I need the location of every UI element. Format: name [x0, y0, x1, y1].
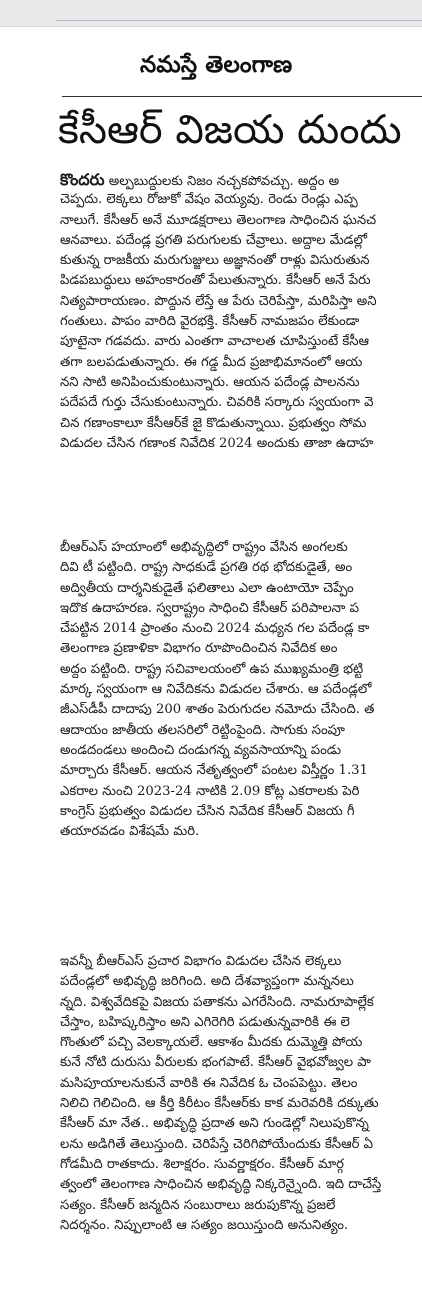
paragraph-line: నిత్యపారాయణం. పొద్దున లేస్తే ఆ పేరు చెరిపేస్తా, మరిపిస్తా అని [60, 293, 377, 309]
paragraph-line: తయారవడం విశేషమే మరి. [60, 824, 200, 840]
paragraph-line: చిన గణాంకాలూ కేసీఆర్‌కే జై కొడుతున్నాయి. ప్రభుత్వం సోమ [60, 415, 367, 431]
paragraph-line: నిలిచి గెలిచింది. ఆ కీర్తి కిరీటం కేసీఆర్‌కు కాక మరెవరికి దక్కుతు [60, 1096, 379, 1112]
paragraph-line: అద్వితీయ దార్శనికుడైతే ఫలితాలు ఎలా ఉంటాయో చెప్పేం [60, 580, 354, 596]
paragraph-line: కుతున్న రాజకీయ మరుగుజ్జులు అజ్ఞానంతో రాళ్లు విసురుతున [60, 253, 370, 269]
paragraph-line: కాంగ్రెస్ ప్రభుత్వం విడుదల చేసిన నివేదిక కేసీఆర్ విజయ గీ [60, 803, 355, 819]
paragraph-line: మార్చారు కేసీఆర్. ఆయన నేతృత్వంలో పంటల విస్తీర్ణం 1.31 [60, 763, 368, 779]
article-paragraph-2 [60, 538, 422, 842]
lead-word: కొందరు [60, 170, 105, 189]
paragraph-line: బీఆర్ఎస్ హయాంలో అభివృద్ధిలో రాష్ట్రం వేసిన అంగలకు [60, 540, 348, 555]
paragraph-line: కునే నోటి దురుసు వీరులకు భంగపాటే. కేసీఆర్ వైభవోజ్వల పా [60, 1055, 371, 1071]
paragraph-line: గంతులు. పాపం వారిది వైరభక్తి. కేసీఆర్ నామజపం లేకుండా [60, 314, 360, 330]
paragraph-line [60, 170, 422, 190]
paragraph-line: మార్క స్వయంగా ఆ నివేదికను విడుదల చేశారు. ఆ పదేండ్లలో [60, 682, 372, 698]
paragraph-line: త్వంలో తెలంగాణ సాధించిన అభివృద్ధి నిక్కరెన్నైంది. ఇది దాచేస్తే [60, 1177, 382, 1193]
paragraph-line: న్నది. విశ్వవేదికపై విజయ పతాకను ఎగరేసింది. నామరూపాల్లేక [60, 994, 374, 1010]
article-paragraph-3 [60, 952, 422, 1236]
paragraph-line: తగా బలపడుతున్నారు. ఈ గడ్డ మీద ప్రజాభిమానంలో ఆయ [60, 354, 363, 370]
paragraph-line: అద్దం పట్టింది. రాష్ట్ర సచివాలయంలో ఉప ముఖ్యమంత్రి భట్టి [60, 661, 364, 677]
article-paragraph-1 [60, 170, 422, 454]
line-text: అల్పబుద్ధులకు నిజం నచ్చకపోవచ్చు. అద్దం అ [108, 174, 340, 189]
paragraph-line: అండదండలు అందించి దండుగన్న వ్యవసాయాన్ని పండు [60, 742, 342, 758]
paragraph-line: నిదర్శనం. నిప్పులాంటి ఆ సత్యం జయిస్తుంది అనునిత్యం. [60, 1217, 349, 1233]
paragraph-line: గొంతులో పచ్చి వెలక్కాయలే. ఆకాశం మీదకు దుమ్మెత్తి పోయ [60, 1035, 363, 1051]
article-headline: కేసీఆర్ విజయ దుందు [58, 107, 402, 153]
paragraph-line: ఆదాయం జాతీయ తలసరిలో రెట్టింపైంది. సాగుకు సంపూ [60, 722, 345, 738]
paragraph-line: ఇదొక ఉదాహరణ. స్వరాష్ట్రం సాధించి కేసీఆర్ పరిపాలనా ప [60, 600, 359, 616]
paragraph-line: పదేపదే గుర్తు చేసుకుంటున్నారు. చివరికి సర్కారు స్వయంగా వె [60, 395, 374, 411]
paragraph-line: లను అడిగితే తెలుస్తుంది. చెరిపేస్తే చెరిగిపోయేందుకు కేసీఆర్ ఏ [60, 1136, 374, 1152]
paragraph-line: ఎకరాల నుంచి 2023-24 నాటికి 2.09 కోట్ల ఎకరాలకు పెరి [60, 783, 360, 799]
paragraph-line: పిడపబుద్ధులు అహంకారంతో పేలుతున్నారు. కేసీఆర్ అనే పేరు [60, 273, 371, 289]
paragraph-line: చేపట్టిన 2014 ప్రాంతం నుంచి 2024 మధ్యన గల పదేండ్ల కా [60, 621, 370, 637]
top-strip [0, 0, 422, 27]
paragraph-line: దివి టీ పట్టింది. రాష్ట్ర సాధకుడే ప్రగతి రథ భోదకుడైతే, అం [60, 560, 353, 576]
paragraph-line: పూటైనా గడవదు. వారు ఎంతగా వాచాలత చూపిస్తుంటే కేసీఆ [60, 334, 369, 350]
paragraph-line: నాలుగే. కేసీఆర్ అనే మూడక్షరాలు తెలంగాణ సాధించిన ఘనచ [60, 212, 377, 228]
paragraph-line: మసిపూయాలనుకునే వారికి ఈ నివేదిక ఓ చెంపపెట్టు. తెలం [60, 1075, 358, 1091]
paragraph-line: విడుదల చేసిన గణాంక నివేదిక 2024 అందుకు తాజా ఉదాహ [60, 435, 374, 451]
page-bottom-margin [0, 1272, 422, 1292]
paragraph-line: జీఎస్‌డీపీ దాదాపు 200 శాతం పెరుగుదల నమోదు చేసింది. త [60, 702, 375, 718]
paragraph-line: చేస్తాం, బహిష్కరిస్తాం అని ఎగిరెగిరి పడుతున్నవారికి ఈ లె [60, 1014, 350, 1030]
paragraph-line: సత్యం. కేసీఆర్ జన్మదిన సంబురాలు జరుపుకొన్న ప్రజలే [60, 1197, 336, 1213]
paragraph-line: చెప్పదు. లెక్కలు రోజుకో వేషం వెయ్యవు. రెండు రెండ్లు ఎప్ప [60, 192, 358, 208]
paragraph-line: నని సాటి అనిపించుకుంటున్నారు. ఆయన పదేండ్ల పాలనను [60, 374, 360, 390]
newspaper-masthead: నమస్తే తెలంగాణ [140, 52, 293, 78]
paragraph-line: ఆనవాలు. పదేండ్ల ప్రగతి పరుగులకు చేవ్రాలు. అద్దాల మేడల్లో [60, 232, 368, 248]
paragraph-line: కేసీఆర్ మా నేత.. అభివృద్ధి ప్రదాత అని గుండెల్లో నిలుపుకొన్న [60, 1116, 369, 1132]
masthead-rule [62, 96, 422, 97]
paragraph-line: గోడమీది రాతకాదు. శిలాక్షరం. సువర్ణాక్షరం. కేసీఆర్ మార్గ [60, 1156, 345, 1172]
paragraph-line: పదేండ్లలో అభివృద్ధి జరిగింది. అది దేశవ్యాప్తంగా మన్ననలు [60, 974, 354, 990]
paragraph-line: తెలంగాణ ప్రణాళికా విభాగం రూపొందించిన నివేదిక అం [60, 641, 338, 657]
paragraph-line: ఇవన్నీ బీఆర్ఎస్ ప్రచార విభాగం విడుదల చేసిన లెక్కలు [60, 954, 342, 969]
